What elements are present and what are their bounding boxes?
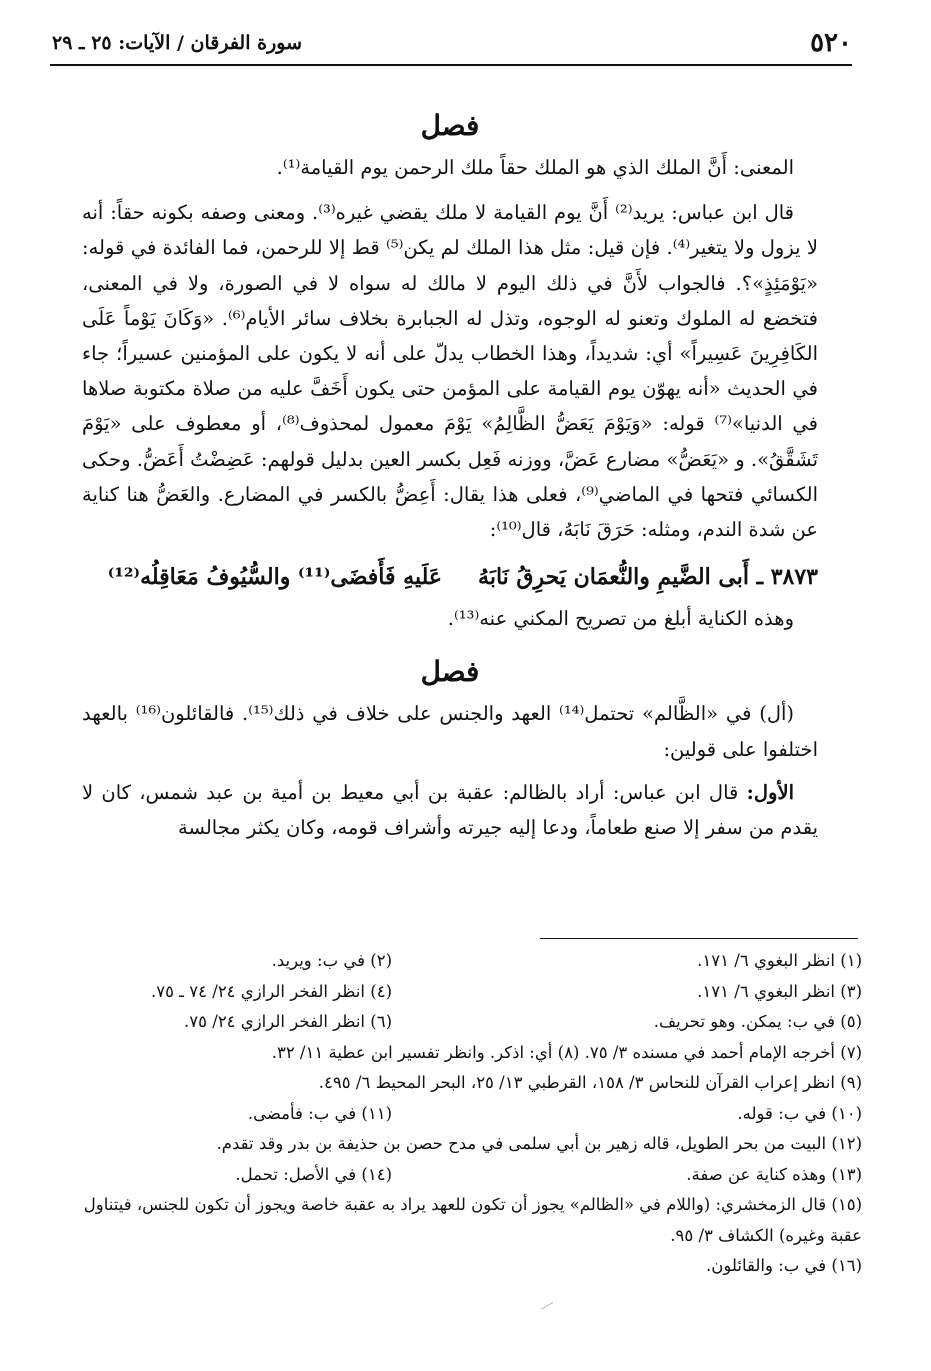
footnote: (٤) انظر الفخر الرازي ٢٤/ ٧٤ ـ ٧٥. bbox=[150, 981, 392, 1001]
running-title: سورة الفرقان / الآيات: ٢٥ ـ ٢٩ bbox=[52, 32, 302, 54]
footnote-row bbox=[52, 1007, 862, 1038]
footnote: (١٥) قال الزمخشري: (واللام في «الظالم» يجوز أن تكون للعهد يراد به عقبة خاصة ويجوز أن تكون للجنس، فيتناول عقبة وغيره) الكشاف ٣/ ٩٥. bbox=[83, 1195, 862, 1245]
paragraph: قال ابن عباس: يريد⁽²⁾ أَنَّ يوم القيامة لا ملك يقضي غيره⁽³⁾. ومعنى وصفه بكونه حقاً: أنه لا يزول ولا يتغير⁽⁴⁾. فإن قيل: مثل هذا الملك لم يكن⁽⁵⁾ قط إلا للرحمن، فما الفائدة في قوله: «يَوْمَئِذٍ»؟. فالجواب لأَنَّ في ذلك اليوم لا مالك له سواه لا في الصورة، ولا في المعنى، فتخضع له الملوك وتعنو له الوجوه، وتذل له الجبابرة بخلاف سائر الأيام⁽⁶⁾. «وَكَانَ يَوْماً عَلَى الكَافِرِينَ عَسِيراً» أي: شديداً، وهذا الخطاب يدلّ على أنه لا يكون على المؤمنين عسيراً؛ جاء في الحديث «أنه يهوّن يوم القيامة على المؤمن حتى يكون أَخَفَّ عليه من صلاة مكتوبة صلاها في الدنيا»⁽⁷⁾ قوله: «وَيَوْمَ يَعَضُّ الظَّالِمُ» يَوْمَ معمول لمحذوف⁽⁸⁾، أو معطوف على «يَوْمَ تَشَقَّقُ». و «يَعَضُّ» مضارع عَضَّ، ووزنه فَعِل بكسر العين بدليل قولهم: عَضِضْتُ أَعَضُّ. وحكى الكسائي فتحها في الماضي⁽⁹⁾، فعلى هذا يقال: أَعِضُّ بالكسر في المضارع. والعَضُّ هنا كناية عن شدة الندم، ومثله: حَرَقَ نَابَهُ، قال⁽¹⁰⁾: bbox=[82, 201, 818, 542]
verse-line bbox=[82, 555, 818, 599]
footnote: (٢) في ب: ويريد. bbox=[271, 951, 392, 970]
footnote: (١٣) وهذه كناية عن صفة. bbox=[686, 1164, 862, 1184]
footnote: (١٠) في ب: قوله. bbox=[737, 1103, 862, 1123]
footnote: (٥) في ب: يمكن. وهو تحريف. bbox=[653, 1012, 862, 1031]
footnote: (١) انظر البغوي ٦/ ١٧١. bbox=[697, 951, 862, 970]
paragraph: المعنى: أَنَّ الملك الذي هو الملك حقاً ملك الرحمن يوم القيامة⁽¹⁾. bbox=[276, 156, 794, 179]
paragraph: وهذه الكناية أبلغ من تصريح المكني عنه⁽¹³⁾. bbox=[447, 607, 794, 631]
footnotes bbox=[52, 946, 862, 1282]
paragraph: (أل) في «الظَّالم» تحتمل⁽¹⁴⁾ العهد والجنس على خلاف في ذلك⁽¹⁵⁾. فالقائلون⁽¹⁶⁾ بالعهد اختلفوا على قولين: bbox=[82, 702, 818, 761]
footnote: (١٢) البيت من بحر الطويل، قاله زهير بن أبي سلمى في مدح حصن بن حذيفة بن بدر وقد تقدم. bbox=[216, 1134, 862, 1153]
footnote: (٦) انظر الفخر الرازي ٢٤/ ٧٥. bbox=[184, 1012, 392, 1031]
section-heading: فصل bbox=[420, 109, 480, 142]
page-header bbox=[52, 26, 852, 60]
paragraph-lead: الأول: bbox=[746, 780, 794, 804]
page-number: ٥٢٠ bbox=[810, 28, 852, 58]
footnote-row bbox=[52, 1160, 862, 1191]
footnote: (١٤) في الأصل: تحمل. bbox=[235, 1164, 392, 1184]
pencil-mark bbox=[537, 1295, 554, 1310]
paragraph-body: قال ابن عباس: أراد بالظالم: عقبة بن أبي معيط بن أمية بن عبد شمس، كان لا يقدم من سفر إلا صنع طعاماً، ودعا إليه جيرته وأشراف قومه، وكان يكثر مجالسة bbox=[82, 780, 818, 840]
header-rule bbox=[50, 64, 852, 66]
main-text bbox=[82, 106, 818, 845]
footnote: (١٦) في ب: والقائلون. bbox=[706, 1256, 862, 1275]
section-heading: فصل bbox=[420, 655, 480, 689]
footnote-row bbox=[52, 977, 862, 1008]
footnote-row bbox=[52, 1099, 862, 1130]
paragraph bbox=[82, 775, 818, 845]
footnote: (٧) أخرجه الإمام أحمد في مسنده ٣/ ٧٥. (٨) أي: اذكر. وانظر تفسير ابن عطية ١١/ ٣٢. bbox=[271, 1042, 862, 1062]
verse-second-hemistich: عَلَيهِ فَأَفضَى⁽¹¹⁾ والسُّيُوفُ مَعَاقِلُه⁽¹²⁾ bbox=[107, 564, 443, 591]
footnote-rule bbox=[540, 938, 858, 939]
footnote: (٣) انظر البغوي ٦/ ١٧١. bbox=[697, 981, 862, 1001]
footnote-row bbox=[52, 946, 862, 977]
footnote: (١١) في ب: فأمضى. bbox=[247, 1103, 392, 1123]
footnote: (٩) انظر إعراب القرآن للنحاس ٣/ ١٥٨، القرطبي ١٣/ ٢٥، البحر المحيط ٦/ ٤٩٥. bbox=[318, 1073, 862, 1092]
verse-first-hemistich: ٣٨٧٣ ـ أَبى الضَّيمِ والنُّعمَان يَحرِقُ نَابَهُ bbox=[478, 564, 818, 591]
